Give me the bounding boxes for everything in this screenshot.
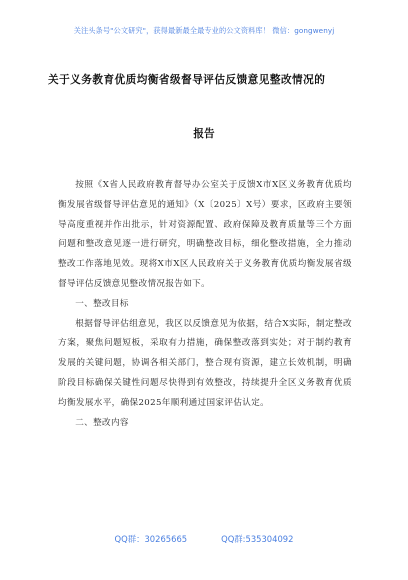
- document-body: [58, 176, 352, 433]
- document-title: 关于义务教育优质均衡省级督导评估反馈意见整改情况的: [48, 74, 326, 86]
- footer-qq-group-1: QQ群：30265665: [114, 534, 188, 544]
- section-heading-content: 二、整改内容: [75, 417, 129, 428]
- footer: [0, 533, 408, 545]
- section-heading-targets: 一、整改目标: [75, 298, 129, 309]
- footer-qq-group-2: QQ群:535304092: [221, 534, 294, 544]
- intro-paragraph: 按照《X省人民政府教育督导办公室关于反馈X市X区义务教育优质均衡发展省级督导评估意见的通知》（X〔2025〕X号）要求，区政府主要领导高度重视并作出批示，针对资源配置、政府保障及教育质量等三个方面问题和整改意见逐一进行研究，明确整改目标，细化整改措施，全力推动整改工作落地见效。现将X市X区人民政府关于义务教育优质均衡发展省级督导评估反馈意见整改情况报告如下。: [58, 180, 352, 289]
- header-banner: 关注头条号"公文研究"，获得最新最全最专业的公文资料库！ 微信：gongwenyj: [73, 26, 335, 35]
- targets-paragraph: 根据督导评估组意见，我区以反馈意见为依据，结合X实际，制定整改方案，聚焦问题短板，采取有力措施，确保整改落到实处；对于制约教育发展的关键问题，协调各相关部门，整合现有资源，建立长效机制，明确阶段目标确保关键性问题尽快得到有效整改，持续提升全区义务教育优质均衡发展水平，确保2025年顺利通过国家评估认定。: [58, 318, 352, 408]
- document-title-continued: 报告: [193, 128, 215, 140]
